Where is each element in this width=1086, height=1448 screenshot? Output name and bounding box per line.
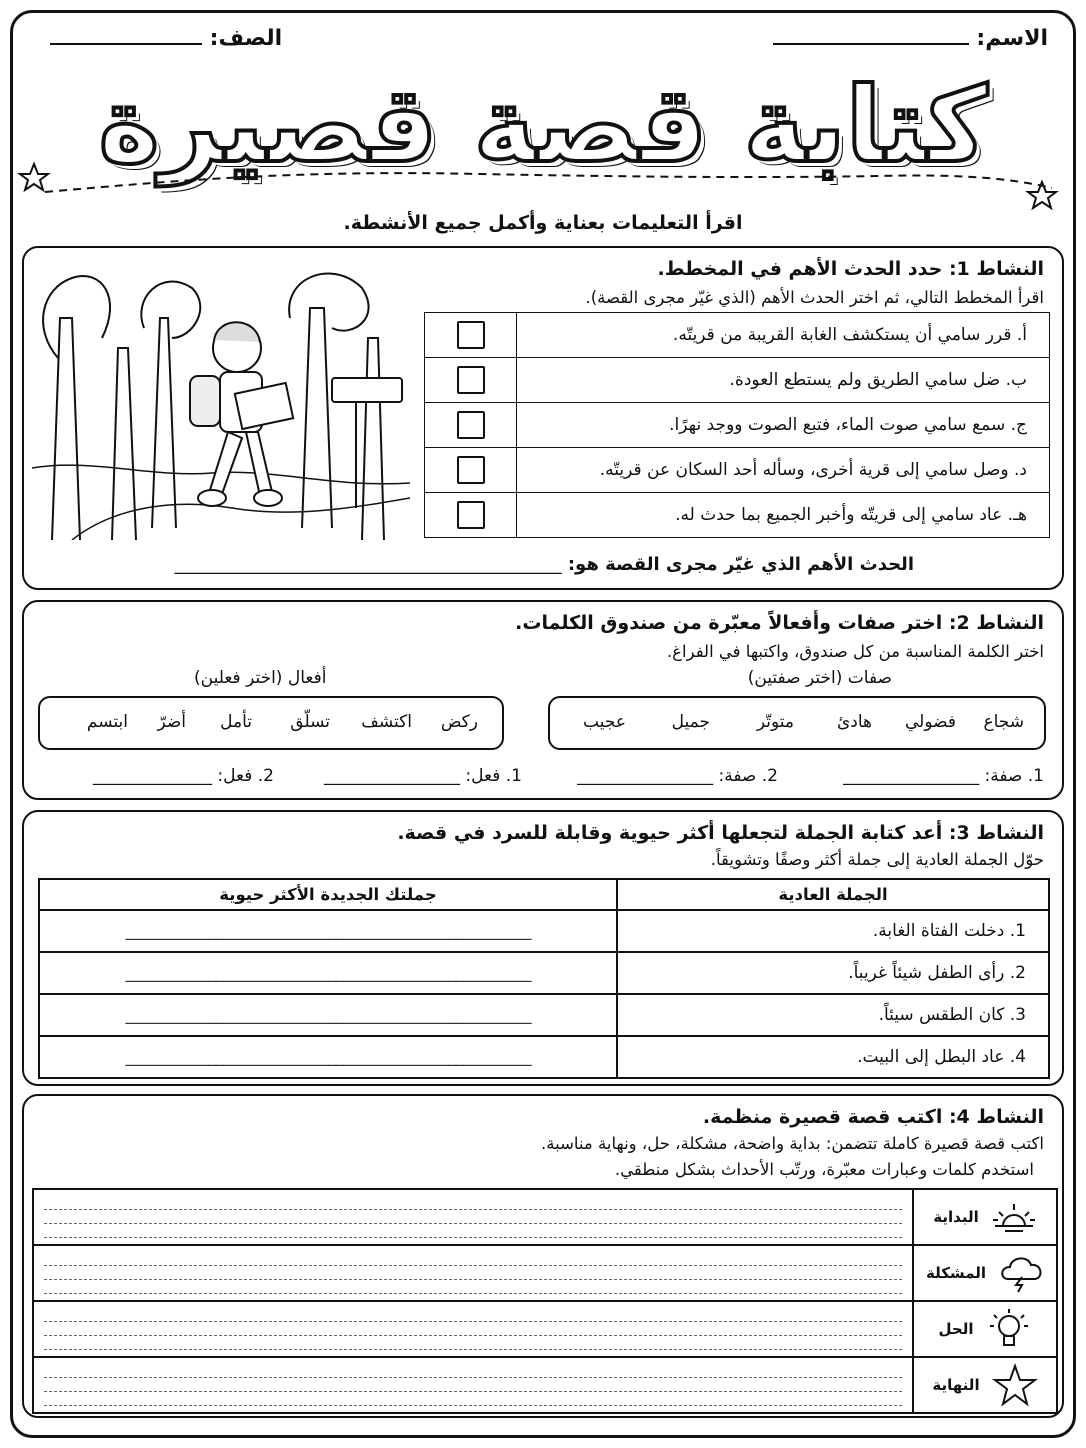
word-chip[interactable]: متوتّر (756, 712, 794, 732)
original-sentence: 2. رأى الطفل شيئاً غريباً. (617, 952, 1049, 994)
activity-4-line-1: اكتب قصة قصيرة كاملة تتضمن: بداية واضحة، مشكلة، حل، ونهاية مناسبة. (541, 1134, 1044, 1153)
new-sentence-blank[interactable]: ______________________________________________________ (39, 910, 617, 952)
star-icon (992, 1363, 1038, 1407)
page-title: كتابة قصة قصيرة (98, 64, 988, 186)
story-writing-table (32, 1188, 1058, 1414)
class-label: الصف: (209, 26, 283, 51)
verb-fill-1[interactable]: 1. فعل: ________________ (324, 766, 522, 786)
key-event-answer[interactable] (175, 554, 914, 575)
class-field[interactable] (50, 26, 282, 51)
option-checkbox[interactable] (457, 411, 485, 439)
star-icon (20, 164, 48, 190)
word-chip[interactable]: تسلّق (290, 712, 330, 732)
plot-option-row[interactable] (425, 448, 1050, 493)
activity-4-line-2: استخدم كلمات وعبارات معبّرة، ورتّب الأحداث بشكل منطقي. (614, 1160, 1034, 1179)
activity-1 (22, 246, 1064, 590)
story-stage-row (33, 1245, 1057, 1301)
stage-label: النهاية (932, 1376, 980, 1394)
word-chip[interactable]: ركض (440, 712, 478, 732)
new-sentence-blank[interactable]: ______________________________________________________ (39, 994, 617, 1036)
story-stage-row (33, 1357, 1057, 1413)
original-sentence: 1. دخلت الفتاة الغابة. (617, 910, 1049, 952)
activity-2-subtitle: اختر الكلمة المناسبة من كل صندوق، واكتبها في الفراغ. (666, 642, 1044, 661)
writing-lines[interactable] (33, 1301, 913, 1357)
name-blank[interactable] (773, 43, 969, 45)
plot-options-table (424, 312, 1050, 538)
word-chip[interactable]: أضرّ (157, 712, 186, 732)
activity-3-subtitle: حوّل الجملة العادية إلى جملة أكثر وصفًا وتشويقاً. (710, 850, 1044, 869)
column-header-original: الجملة العادية (617, 879, 1049, 910)
key-event-label: الحدث الأهم الذي غيّر مجرى القصة هو: (567, 554, 914, 575)
activity-2-title: النشاط 2: اختر صفات وأفعالاً معبّرة من صندوق الكلمات. (515, 612, 1044, 634)
writing-lines[interactable] (33, 1245, 913, 1301)
table-row (39, 952, 1049, 994)
original-sentence: 3. كان الطقس سيئاً. (617, 994, 1049, 1036)
activity-1-subtitle: اقرأ المخطط التالي، ثم اختر الحدث الأهم (الذي غيّر مجرى القصة). (585, 288, 1044, 307)
key-event-blank[interactable]: ___________________________________________ (174, 554, 562, 575)
option-checkbox[interactable] (457, 501, 485, 529)
option-checkbox[interactable] (457, 366, 485, 394)
writing-lines[interactable] (33, 1357, 913, 1413)
instructions: اقرأ التعليمات بعناية وأكمل جميع الأنشطة. (343, 212, 743, 234)
plot-option-row[interactable] (425, 313, 1050, 358)
activity-2 (22, 600, 1064, 800)
plot-option-row[interactable] (425, 493, 1050, 538)
stage-label: الحل (938, 1320, 974, 1338)
verbs-label: أفعال (اختر فعلين) (194, 668, 327, 688)
word-chip[interactable]: ابتسم (86, 712, 128, 732)
word-chip[interactable]: جميل (671, 712, 710, 732)
word-chip[interactable]: تأمل (220, 712, 252, 732)
stage-label: المشكلة (925, 1264, 987, 1282)
adjectives-word-box (548, 696, 1046, 750)
verbs-word-box (38, 696, 504, 750)
adjective-fill-1[interactable]: 1. صفة: ________________ (843, 766, 1044, 786)
writing-lines[interactable] (33, 1189, 913, 1245)
name-label: الاسم: (976, 26, 1048, 51)
new-sentence-blank[interactable]: ______________________________________________________ (39, 952, 617, 994)
sunrise-icon (991, 1200, 1037, 1234)
adjectives-label: صفات (اختر صفتين) (747, 668, 892, 688)
story-stage-row (33, 1301, 1057, 1357)
activity-3-title: النشاط 3: أعد كتابة الجملة لتجعلها أكثر حيوية وقابلة للسرد في قصة. (397, 822, 1044, 844)
option-checkbox[interactable] (457, 321, 485, 349)
storm-cloud-icon (998, 1253, 1044, 1293)
verb-fill-2[interactable]: 2. فعل: ______________ (93, 766, 274, 786)
plot-option-text: ج. سمع سامي صوت الماء، فتبع الصوت ووجد نهرًا. (517, 403, 1050, 448)
activity-4-title: النشاط 4: اكتب قصة قصيرة منظمة. (702, 1106, 1044, 1128)
option-checkbox[interactable] (457, 456, 485, 484)
boy-in-forest-illustration (32, 258, 410, 540)
plot-option-text: هـ. عاد سامي إلى قريتّه وأخبر الجميع بما حدث له. (517, 493, 1050, 538)
activity-4 (22, 1094, 1064, 1418)
table-row (39, 910, 1049, 952)
stage-label: البداية (933, 1208, 979, 1226)
rewrite-table (38, 878, 1050, 1079)
adjective-fill-2[interactable]: 2. صفة: ________________ (577, 766, 778, 786)
name-field[interactable] (773, 26, 1048, 51)
plot-option-text: ب. ضل سامي الطريق ولم يستطع العودة. (517, 358, 1050, 403)
plot-option-text: د. وصل سامي إلى قرية أخرى، وسأله أحد السكان عن قريتّه. (517, 448, 1050, 493)
plot-option-row[interactable] (425, 358, 1050, 403)
activity-1-title: النشاط 1: حدد الحدث الأهم في المخطط. (657, 258, 1044, 280)
plot-option-row[interactable] (425, 403, 1050, 448)
title-decoration (0, 150, 1086, 220)
table-row (39, 994, 1049, 1036)
word-chip[interactable]: هادئ (836, 712, 872, 732)
new-sentence-blank[interactable]: ______________________________________________________ (39, 1036, 617, 1078)
class-blank[interactable] (50, 43, 202, 45)
story-stage-row (33, 1189, 1057, 1245)
original-sentence: 4. عاد البطل إلى البيت. (617, 1036, 1049, 1078)
plot-option-text: أ. قرر سامي أن يستكشف الغابة القريبة من قريتّه. (517, 313, 1050, 358)
table-row (39, 1036, 1049, 1078)
word-chip[interactable]: شجاع (983, 712, 1024, 732)
column-header-new: جملتك الجديدة الأكثر حيوية (39, 879, 617, 910)
word-chip[interactable]: اكتشف (361, 712, 412, 732)
activity-3 (22, 810, 1064, 1086)
word-chip[interactable]: عجيب (583, 712, 626, 732)
lightbulb-icon (986, 1307, 1032, 1351)
word-chip[interactable]: فضولي (905, 712, 956, 732)
